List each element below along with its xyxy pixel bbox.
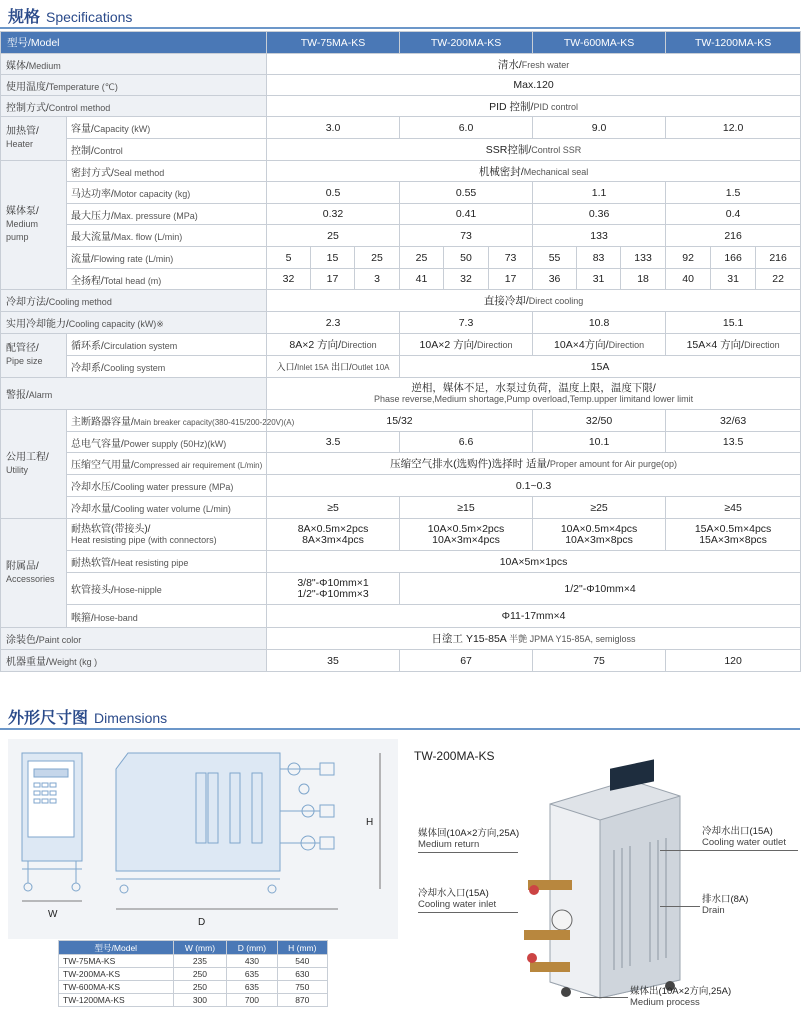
dim-cell: 635	[227, 981, 277, 994]
total-head-cell: 32	[444, 269, 489, 290]
flowing-rate-cell: 92	[666, 247, 711, 269]
water-volume-cell: ≥15	[400, 497, 533, 519]
heat-pipe-conn-cell: 10A×0.5m×2pcs 10A×3m×4pcs	[400, 519, 533, 551]
label-weight: 机器重量/Weight (kg )	[1, 650, 267, 672]
max-flow-cell: 73	[400, 225, 533, 247]
row-temperature	[1, 75, 801, 96]
breaker-cell: 32/63	[666, 410, 801, 432]
value-pump-seal: 机械密封/Mechanical seal	[267, 161, 801, 182]
callout-line	[660, 906, 700, 907]
dim-cell: 300	[173, 994, 227, 1007]
row-utility-water-volume	[1, 497, 801, 519]
dim-cell: 630	[277, 968, 327, 981]
label-medium: 媒体/Medium	[1, 54, 267, 75]
motor-cell: 1.5	[666, 182, 801, 204]
row-acc-heat-pipe-conn	[1, 519, 801, 551]
model-header-label: 型号/Model	[1, 32, 267, 54]
dim-col-w: W (mm)	[173, 941, 227, 955]
cooling-capacity-cell: 2.3	[267, 312, 400, 334]
model-col-1: TW-75MA-KS	[267, 32, 400, 54]
label-acc-hose-band: 喉箍/Hose-band	[67, 605, 267, 628]
row-pump-total-head	[1, 269, 801, 290]
heat-pipe-conn-cell: 8A×0.5m×2pcs 8A×3m×4pcs	[267, 519, 400, 551]
water-volume-cell: ≥5	[267, 497, 400, 519]
dim-cell: TW-600MA-KS	[59, 981, 174, 994]
power-cell: 10.1	[533, 432, 666, 453]
heat-pipe-conn-cell: 10A×0.5m×4pcs 10A×3m×8pcs	[533, 519, 666, 551]
heater-capacity-cell: 6.0	[400, 117, 533, 139]
dim-cell: 235	[173, 955, 227, 968]
dim-cell: TW-1200MA-KS	[59, 994, 174, 1007]
w-dimension-label: W	[48, 909, 58, 920]
flowing-rate-cell: 166	[711, 247, 756, 269]
label-acc-heat-pipe: 耐热软管/Heat resisting pipe	[67, 551, 267, 573]
spec-section-title: 规格 Specifications	[8, 9, 133, 26]
value-heater-control: SSR控制/Control SSR	[267, 139, 801, 161]
group-utility: 公用工程/ Utility	[1, 410, 67, 519]
front-view-icon	[22, 753, 82, 891]
callout-line	[660, 850, 798, 851]
flowing-rate-cell: 25	[355, 247, 400, 269]
dimension-drawing	[8, 739, 398, 939]
hose-nipple-first-cell: 3/8"-Φ10mm×1 1/2"-Φ10mm×3	[267, 573, 400, 605]
label-temperature: 使用温度/Temperature (℃)	[1, 75, 267, 96]
flowing-rate-cell: 83	[577, 247, 621, 269]
label-pump-total-head: 全扬程/Total head (m)	[67, 269, 267, 290]
dim-cell: 250	[173, 968, 227, 981]
flowing-rate-cell: 25	[400, 247, 444, 269]
power-cell: 13.5	[666, 432, 801, 453]
value-utility-air: 压缩空气排水(选购件)选择时 适量/Proper amount for Air purge(op)	[267, 453, 801, 475]
breaker-cell: 15/32	[267, 410, 533, 432]
pressure-cell: 0.32	[267, 204, 400, 225]
callout-line	[418, 852, 518, 853]
row-alarm	[1, 378, 801, 410]
row-control-method	[1, 96, 801, 117]
callout-line	[580, 997, 628, 998]
total-head-cell: 31	[577, 269, 621, 290]
callout-line	[418, 912, 518, 913]
spec-table	[0, 31, 801, 672]
h-dimension-label: H	[366, 817, 374, 828]
cooling-capacity-cell: 10.8	[533, 312, 666, 334]
max-flow-cell: 25	[267, 225, 400, 247]
label-pump-seal: 密封方式/Seal method	[67, 161, 267, 182]
row-heater-capacity	[1, 117, 801, 139]
model-col-3: TW-600MA-KS	[533, 32, 666, 54]
heater-capacity-cell: 12.0	[666, 117, 801, 139]
dim-cell: 250	[173, 981, 227, 994]
dim-cell: 635	[227, 968, 277, 981]
total-head-cell: 31	[711, 269, 756, 290]
value-cooling-method: 直接冷却/Direct cooling	[267, 290, 801, 312]
circulation-cell: 10A×4方向/Direction	[533, 334, 666, 356]
model-col-2: TW-200MA-KS	[400, 32, 533, 54]
row-utility-power	[1, 432, 801, 453]
value-paint: 日塗工 Y15-85A 半艶 JPMA Y15-85A, semigloss	[267, 628, 801, 650]
flowing-rate-cell: 15	[311, 247, 355, 269]
dim-section-title: 外形尺寸图 Dimensions	[8, 710, 168, 727]
row-pump-max-flow	[1, 225, 801, 247]
flowing-rate-cell: 55	[533, 247, 577, 269]
dim-cell: 870	[277, 994, 327, 1007]
max-flow-cell: 133	[533, 225, 666, 247]
label-pipe-circulation: 循环系/Circulation system	[67, 334, 267, 356]
row-pipe-circulation	[1, 334, 801, 356]
motor-cell: 1.1	[533, 182, 666, 204]
cooling-capacity-cell: 7.3	[400, 312, 533, 334]
motor-cell: 0.5	[267, 182, 400, 204]
row-utility-water-pressure	[1, 475, 801, 497]
pressure-cell: 0.4	[666, 204, 801, 225]
dim-col-d: D (mm)	[227, 941, 277, 955]
spec-header-row	[1, 32, 801, 54]
total-head-cell: 22	[756, 269, 801, 290]
weight-cell: 67	[400, 650, 533, 672]
pressure-cell: 0.36	[533, 204, 666, 225]
label-utility-water-pressure: 冷却水压/Cooling water pressure (MPa)	[67, 475, 267, 497]
model-col-4: TW-1200MA-KS	[666, 32, 801, 54]
dim-cell: 750	[277, 981, 327, 994]
row-acc-hose-nipple	[1, 573, 801, 605]
label-control-method: 控制方式/Control method	[1, 96, 267, 117]
flowing-rate-cell: 133	[621, 247, 666, 269]
flowing-rate-cell: 216	[756, 247, 801, 269]
callout-medium-return: 媒体回(10A×2方向,25A) Medium return	[418, 828, 520, 850]
spec-title-rule	[0, 27, 800, 29]
row-pipe-cooling	[1, 356, 801, 378]
total-head-cell: 41	[400, 269, 444, 290]
weight-cell: 75	[533, 650, 666, 672]
total-head-cell: 36	[533, 269, 577, 290]
row-paint	[1, 628, 801, 650]
total-head-cell: 17	[489, 269, 533, 290]
motor-cell: 0.55	[400, 182, 533, 204]
group-pipe: 配管径/ Pipe size	[1, 334, 67, 378]
heat-pipe-conn-cell: 15A×0.5m×4pcs 15A×3m×8pcs	[666, 519, 801, 551]
row-utility-breaker	[1, 410, 801, 432]
value-acc-heat-pipe: 10A×5m×1pcs	[267, 551, 801, 573]
label-utility-air: 压缩空气用量/Compressed air requirement (L/min)	[67, 453, 267, 475]
label-paint: 涂装色/Paint color	[1, 628, 267, 650]
power-cell: 6.6	[400, 432, 533, 453]
dim-cell: 540	[277, 955, 327, 968]
label-pump-pressure: 最大压力/Max. pressure (MPa)	[67, 204, 267, 225]
row-medium	[1, 54, 801, 75]
dim-cell: TW-75MA-KS	[59, 955, 174, 968]
total-head-cell: 32	[267, 269, 311, 290]
total-head-cell: 3	[355, 269, 400, 290]
label-pump-motor: 马达功率/Motor capacity (kg)	[67, 182, 267, 204]
total-head-cell: 18	[621, 269, 666, 290]
pipe-cooling-first-cell: 入口/Inlet 15A 出口/Outlet 10A	[267, 356, 400, 378]
total-head-cell: 40	[666, 269, 711, 290]
callout-cooling-outlet: 冷却水出口(15A) Cooling water outlet	[702, 826, 786, 848]
total-head-cell: 17	[311, 269, 355, 290]
value-control-method: PID 控制/PID control	[267, 96, 801, 117]
value-medium: 清水/Fresh water	[267, 54, 801, 75]
value-acc-hose-band: Φ11-17mm×4	[267, 605, 801, 628]
row-pump-seal	[1, 161, 801, 182]
row-heater-control	[1, 139, 801, 161]
callout-cooling-inlet: 冷却水入口(15A) Cooling water inlet	[418, 888, 497, 910]
photo-model-title: TW-200MA-KS	[414, 749, 495, 763]
dim-col-h: H (mm)	[277, 941, 327, 955]
dim-cell: 700	[227, 994, 277, 1007]
label-cooling-capacity: 实用冷却能力/Cooling capacity (kW)※	[1, 312, 267, 334]
callout-medium-process: 媒体出(10A×2方向,25A) Medium process	[630, 986, 732, 1008]
flowing-rate-cell: 73	[489, 247, 533, 269]
group-heater: 加热管/ Heater	[1, 117, 67, 161]
row-utility-air	[1, 453, 801, 475]
hose-nipple-rest-cell: 1/2"-Φ10mm×4	[400, 573, 801, 605]
dim-title-rule	[0, 728, 800, 730]
circulation-cell: 10A×2 方向/Direction	[400, 334, 533, 356]
label-pipe-cooling: 冷却系/Cooling system	[67, 356, 267, 378]
pressure-cell: 0.41	[400, 204, 533, 225]
label-acc-heat-pipe-conn: 耐热软管(带接头)/ Heat resisting pipe (with connectors)	[67, 519, 267, 551]
weight-cell: 35	[267, 650, 400, 672]
row-acc-heat-pipe	[1, 551, 801, 573]
label-cooling-method: 冷却方法/Cooling method	[1, 290, 267, 312]
d-dimension-label: D	[198, 917, 206, 928]
dim-col-model: 型号/Model	[59, 941, 174, 955]
group-accessories: 附属品/ Accessories	[1, 519, 67, 628]
row-pump-motor	[1, 182, 801, 204]
water-volume-cell: ≥25	[533, 497, 666, 519]
table-row	[59, 994, 328, 1007]
water-volume-cell: ≥45	[666, 497, 801, 519]
value-temperature: Max.120	[267, 75, 801, 96]
table-row	[59, 968, 328, 981]
machine-photo-icon	[510, 770, 690, 1000]
callout-drain: 排水口(8A) Drain	[702, 894, 749, 916]
side-view-icon	[116, 753, 334, 893]
power-cell: 3.5	[267, 432, 400, 453]
value-utility-water-pressure: 0.1~0.3	[267, 475, 801, 497]
circulation-cell: 8A×2 方向/Direction	[267, 334, 400, 356]
row-cooling-capacity	[1, 312, 801, 334]
label-utility-water-volume: 冷却水量/Cooling water volume (L/min)	[67, 497, 267, 519]
dim-cell: TW-200MA-KS	[59, 968, 174, 981]
group-pump: 媒体泵/ Medium pump	[1, 161, 67, 290]
row-pump-flowing-rate	[1, 247, 801, 269]
label-heater-control: 控制/Control	[67, 139, 267, 161]
label-utility-power: 总电气容量/Power supply (50Hz)(kW)	[67, 432, 267, 453]
dim-cell: 430	[227, 955, 277, 968]
circulation-cell: 15A×4 方向/Direction	[666, 334, 801, 356]
max-flow-cell: 216	[666, 225, 801, 247]
label-utility-breaker: 主断路器容量/Main breaker capacity(380-415/200-220V)(A)	[67, 410, 267, 432]
row-cooling-method	[1, 290, 801, 312]
flowing-rate-cell: 50	[444, 247, 489, 269]
label-acc-hose-nipple: 软管接头/Hose-nipple	[67, 573, 267, 605]
row-acc-hose-band	[1, 605, 801, 628]
table-row	[59, 981, 328, 994]
label-pump-max-flow: 最大流量/Max. flow (L/min)	[67, 225, 267, 247]
label-pump-flowing-rate: 流量/Flowing rate (L/min)	[67, 247, 267, 269]
heater-capacity-cell: 3.0	[267, 117, 400, 139]
table-row	[59, 955, 328, 968]
flowing-rate-cell: 5	[267, 247, 311, 269]
row-pump-pressure	[1, 204, 801, 225]
label-alarm: 警报/Alarm	[1, 378, 267, 410]
breaker-cell: 32/50	[533, 410, 666, 432]
dimension-table-header	[59, 941, 328, 955]
pipe-cooling-rest-cell: 15A	[400, 356, 801, 378]
weight-cell: 120	[666, 650, 801, 672]
value-alarm: 逆相，媒体不足，水泵过负荷，温度上限，温度下限/ Phase reverse,Medium shortage,Pump overload,Temp.upper limitand lower limit	[267, 378, 801, 410]
cooling-capacity-cell: 15.1	[666, 312, 801, 334]
dimension-table	[58, 940, 328, 1007]
row-weight	[1, 650, 801, 672]
label-heater-capacity: 容量/Capacity (kW)	[67, 117, 267, 139]
heater-capacity-cell: 9.0	[533, 117, 666, 139]
